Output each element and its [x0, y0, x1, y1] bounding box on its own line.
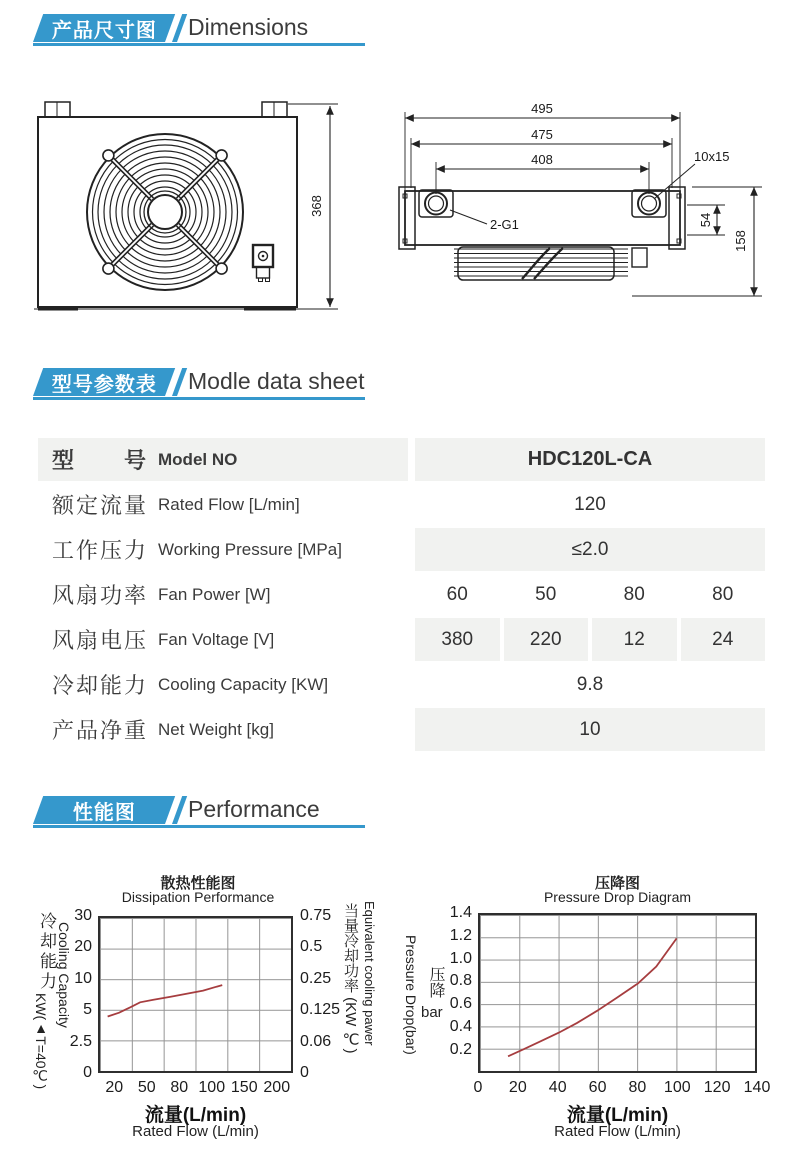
connector-icon: [253, 245, 273, 282]
fan-power-value: 80: [712, 583, 734, 605]
dim-475-label: 475: [531, 127, 553, 142]
table-row-cooling-capacity: [38, 663, 765, 706]
row-label-cn: 型 号: [52, 448, 149, 473]
dim-368-label: 368: [309, 195, 324, 217]
chart1-xlabel-en: Rated Flow (L/min): [132, 1123, 259, 1140]
chart2-ylabel-en: Pressure Drop(bar): [403, 935, 419, 1055]
table-row-fan-power: [38, 573, 765, 616]
dim-495-label: 495: [531, 101, 553, 116]
fan-voltage-value: 24: [681, 618, 766, 661]
row-label-en: Fan Voltage [V]: [158, 629, 275, 649]
table-row-working-pressure: [38, 528, 765, 571]
net-weight-value: 10: [415, 708, 765, 751]
model-number-value: HDC120L-CA: [415, 438, 765, 481]
cooling-capacity-value: 9.8: [576, 673, 604, 695]
row-label-en: Cooling Capacity [KW]: [158, 674, 329, 694]
chart2-title-en: Pressure Drop Diagram: [543, 889, 692, 905]
side-view-drawing: [392, 98, 792, 333]
chart1-ylabel-unit: KW(▲T=40℃): [33, 993, 49, 1090]
section-badge: [33, 796, 175, 824]
model-data-table: [38, 438, 765, 753]
dim-54-label: 54: [698, 212, 713, 228]
port-thread-label: 2-G1: [490, 217, 519, 232]
fan-shroud-icon: [454, 247, 647, 280]
table-row-model: [38, 438, 765, 481]
section-header-datasheet: [0, 368, 800, 416]
working-pressure-value: ≤2.0: [415, 528, 765, 571]
fan-voltage-value: 220: [504, 618, 589, 661]
port-fitting-icon: [419, 190, 666, 217]
chart2-xlabel-en: Rated Flow (L/min): [554, 1123, 681, 1140]
chart1-ylabel-en: Cooling Capacity: [56, 922, 72, 1028]
slot-size-label: 10x15: [694, 149, 730, 164]
slash-decoration: [172, 796, 187, 824]
chart2-title-cn: 压降图: [594, 875, 640, 892]
chart1-yaxis-left-ticks: 30 20 10 5 2.5 0: [69, 907, 92, 1081]
section-title-en: Modle data sheet: [188, 368, 365, 394]
fan-voltage-value: 12: [592, 618, 677, 661]
section-badge: [33, 14, 175, 42]
chart1-y2label-cn: 当量冷却功率 (KW ℃): [342, 903, 359, 1054]
chart2-ylabel-unit: bar: [421, 1004, 443, 1021]
chart1-xlabel-cn: 流量(L/min): [144, 1105, 247, 1126]
section-title-cn: 产品尺寸图: [51, 19, 157, 42]
chart1-title-en: Dissipation Performance: [121, 889, 275, 905]
row-label-en: Fan Power [W]: [158, 584, 271, 604]
section-title-cn: 型号参数表: [51, 373, 157, 396]
rated-flow-value: 120: [574, 493, 606, 515]
row-label-cn: 工作压力: [52, 538, 149, 563]
table-row-fan-voltage: [38, 618, 765, 661]
dim-158-label: 158: [733, 230, 748, 252]
chart1-title-cn: 散热性能图: [160, 875, 236, 892]
chart2-plot-area: [478, 913, 757, 1073]
row-label-en: Net Weight [kg]: [158, 719, 274, 739]
section-title-cn: 性能图: [72, 801, 136, 824]
dim-408-label: 408: [531, 152, 553, 167]
chart1-ylabel-cn: 冷却能力: [37, 912, 56, 992]
section-badge: [33, 368, 175, 396]
section-title-en: Dimensions: [188, 14, 309, 40]
section-header-dimensions: [0, 14, 800, 62]
chart1-y2label-en: Equivalent cooling pawer: [362, 901, 377, 1046]
section-header-performance: [0, 796, 800, 844]
section-underline: [33, 825, 365, 828]
chart2-ylabel-cn: 压降: [427, 966, 444, 998]
fan-power-value: 80: [623, 583, 645, 605]
fan-power-value: 60: [446, 583, 468, 605]
row-label-cn: 产品净重: [52, 718, 149, 743]
row-label-cn: 冷却能力: [52, 673, 149, 698]
section-underline: [33, 397, 365, 400]
row-label-en: Working Pressure [MPa]: [158, 539, 342, 559]
fan-voltage-value: 380: [415, 618, 500, 661]
fan-power-value: 50: [535, 583, 557, 605]
row-label-en: Model NO: [158, 449, 238, 469]
front-view-drawing: [20, 80, 350, 345]
chart2-yaxis-ticks: 1.4 1.2 1.0 0.8 0.6 0.4 0.2: [449, 904, 472, 1058]
chart1-yaxis-right-ticks: 0.75 0.5 0.25 0.125 0.06 0: [300, 907, 341, 1081]
section-underline: [33, 43, 365, 46]
chart1-plot-area: [98, 916, 293, 1073]
chart1-xaxis-ticks: 20 50 80 100 150 200: [105, 1079, 291, 1096]
table-row-rated-flow: [38, 483, 765, 526]
chart2-xaxis-ticks: 0 20 40 60 80 100 120 140: [473, 1079, 771, 1096]
slash-decoration: [172, 368, 187, 396]
chart2-xlabel-cn: 流量(L/min): [566, 1105, 669, 1126]
row-label-cn: 额定流量: [52, 493, 149, 518]
chart1-curve: [108, 985, 223, 1016]
chart2-curve: [508, 938, 677, 1056]
slash-decoration: [172, 14, 187, 42]
section-title-en: Performance: [188, 796, 320, 822]
fan-grille-icon: [87, 134, 243, 290]
row-label-cn: 风扇功率: [52, 583, 149, 608]
row-label-cn: 风扇电压: [52, 628, 149, 653]
table-row-net-weight: [38, 708, 765, 751]
row-label-en: Rated Flow [L/min]: [158, 494, 300, 514]
